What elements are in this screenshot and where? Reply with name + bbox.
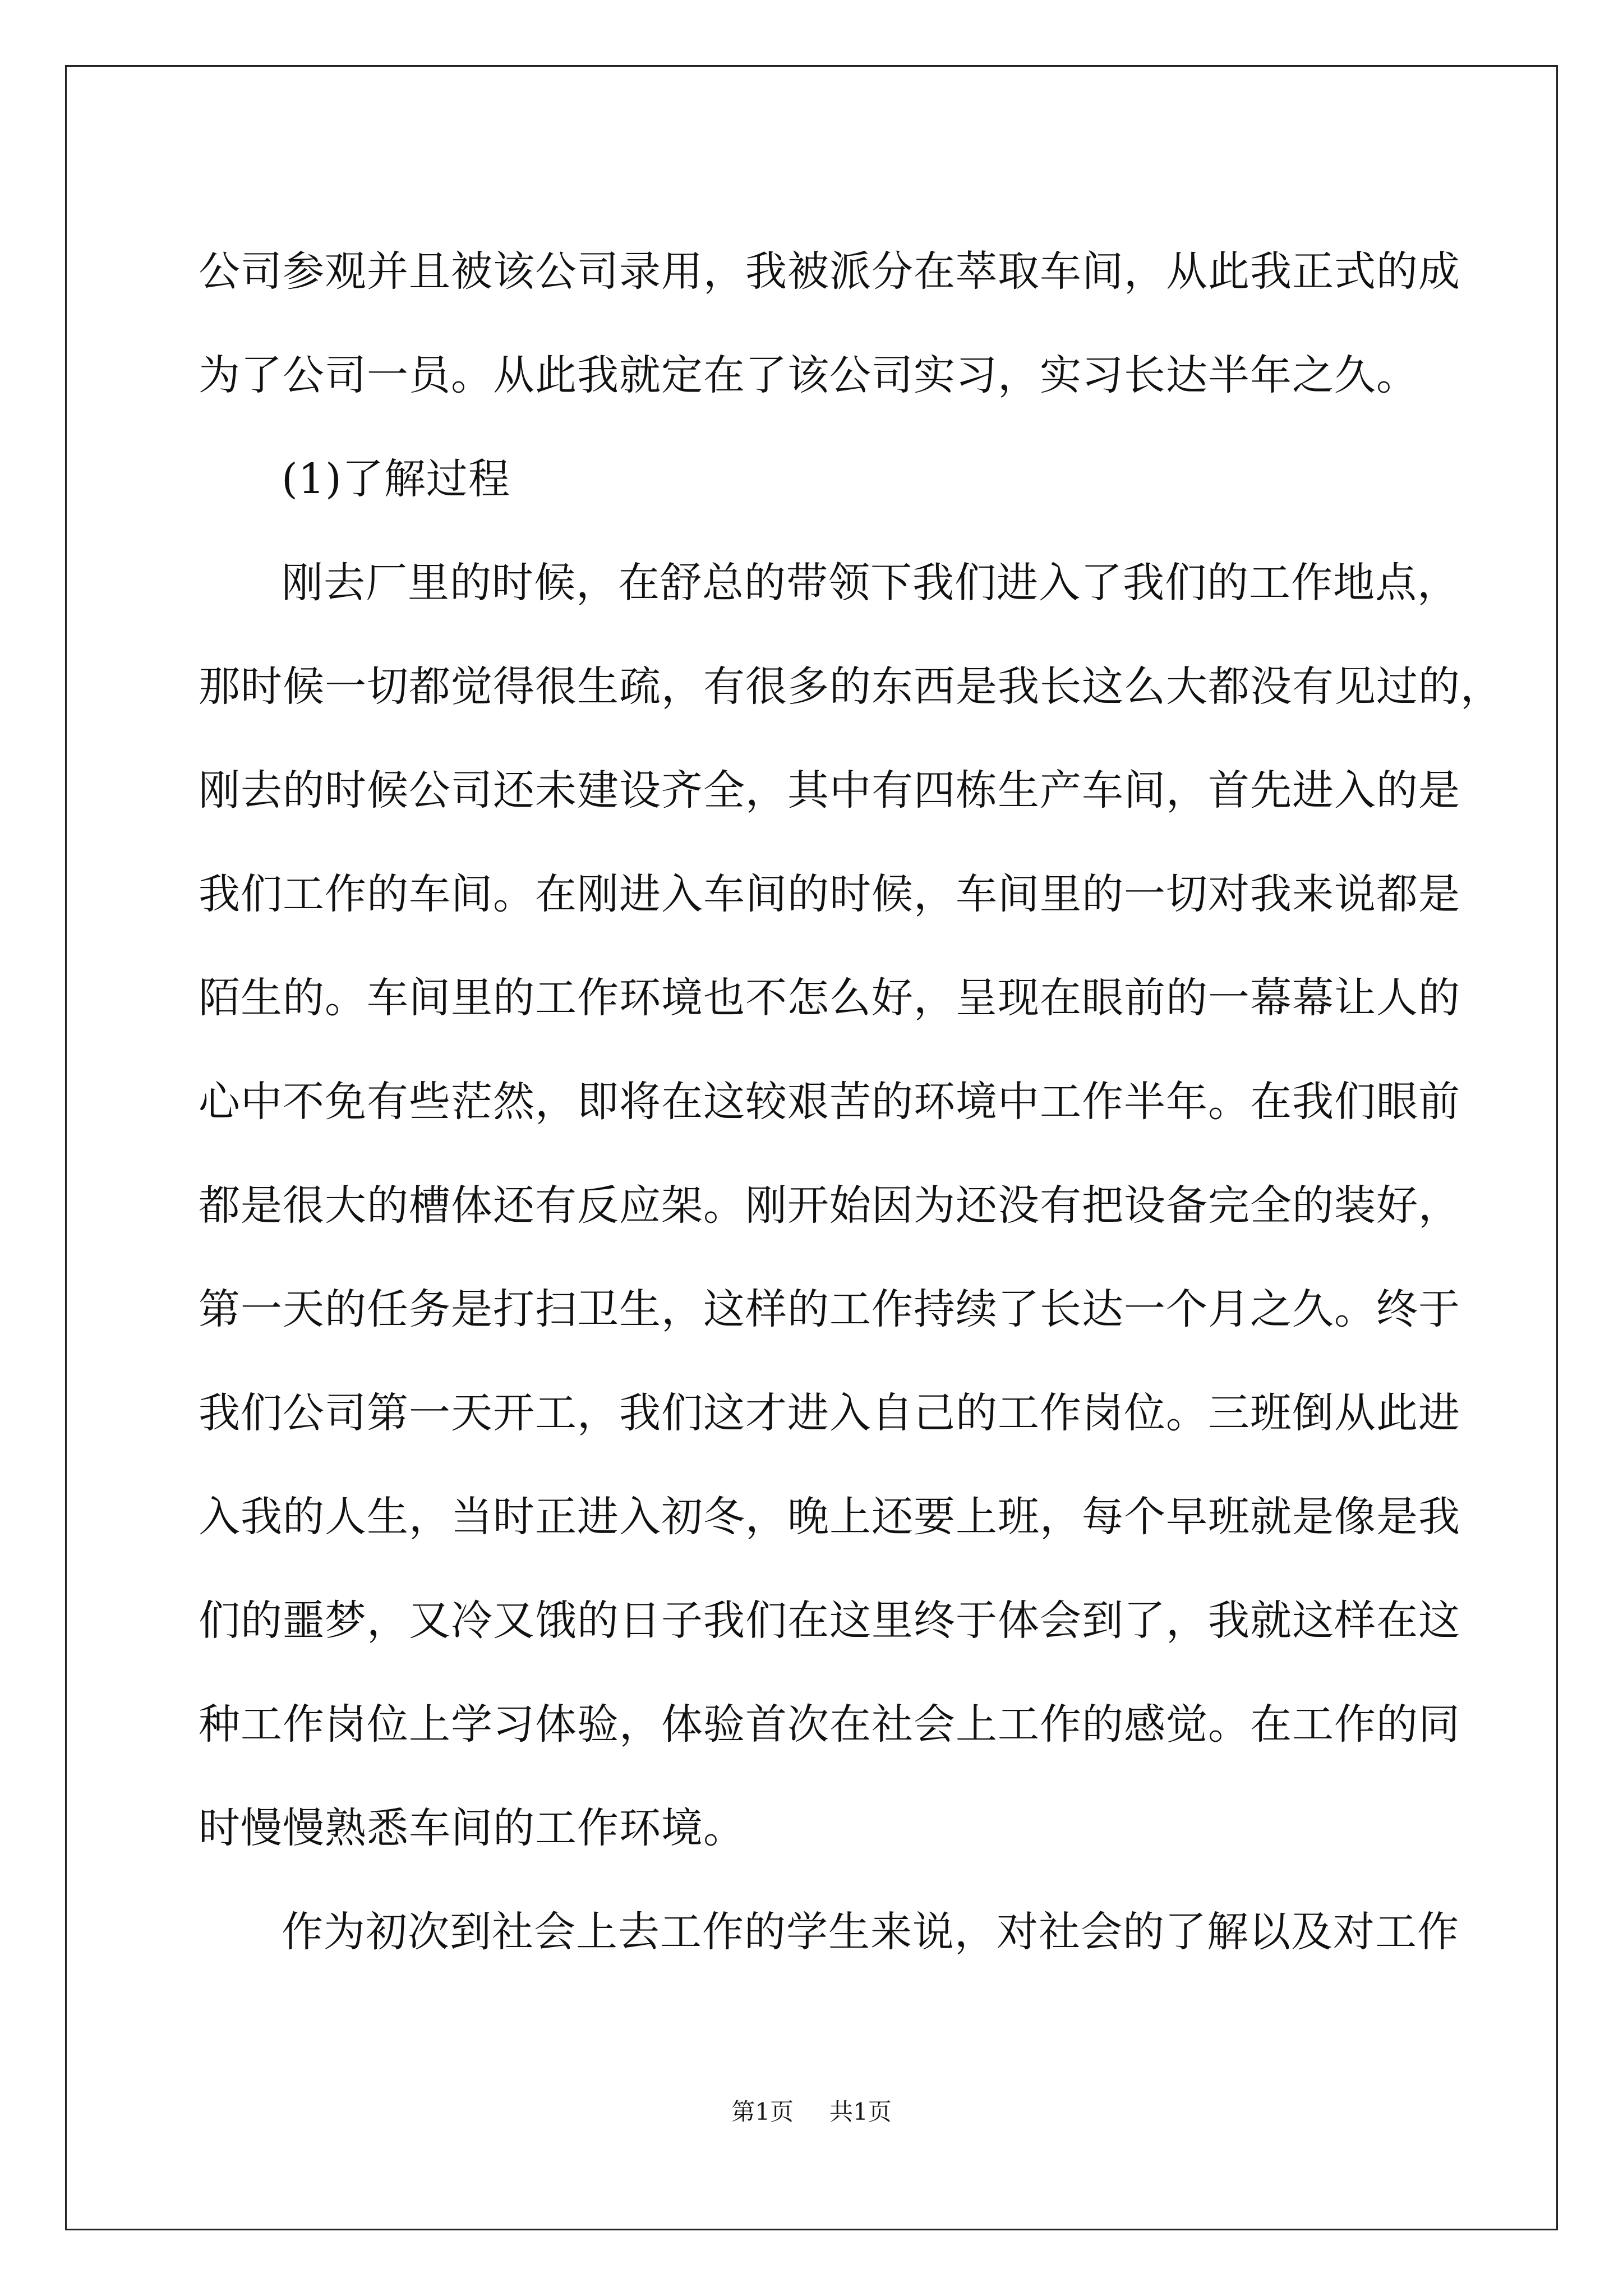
section-heading: (1)了解过程	[282, 455, 510, 503]
text-line: 作为初次到社会上去工作的学生来说，对社会的了解以及对工作	[282, 1908, 1459, 1956]
text-line: 刚去厂里的时候，在舒总的带领下我们进入了我们的工作地点，	[282, 559, 1459, 607]
text-line: 第一天的任务是打扫卫生，这样的工作持续了长达一个月之久。终于	[199, 1285, 1460, 1333]
page-total: 共1页	[829, 2098, 892, 2125]
text-line: 时慢慢熟悉车间的工作环境。	[199, 1804, 745, 1852]
text-line: 那时候一切都觉得很生疏，有很多的东西是我长这么大都没有见过的，	[199, 662, 1502, 711]
text-line: 入我的人生，当时正进入初冬，晚上还要上班，每个早班就是像是我	[199, 1493, 1460, 1541]
text-line: 陌生的。车间里的工作环境也不怎么好，呈现在眼前的一幕幕让人的	[199, 974, 1460, 1022]
page-footer	[0, 2095, 1623, 2129]
text-line: 种工作岗位上学习体验，体验首次在社会上工作的感觉。在工作的同	[199, 1700, 1460, 1749]
text-line: 们的噩梦，又冷又饿的日子我们在这里终于体会到了，我就这样在这	[199, 1596, 1460, 1645]
page-number: 第1页	[731, 2098, 794, 2125]
text-line: 刚去的时候公司还未建设齐全，其中有四栋生产车间，首先进入的是	[199, 766, 1460, 815]
text-line: 我们工作的车间。在刚进入车间的时候，车间里的一切对我来说都是	[199, 870, 1460, 918]
text-line: 心中不免有些茫然，即将在这较艰苦的环境中工作半年。在我们眼前	[199, 1078, 1460, 1126]
text-line: 都是很大的槽体还有反应架。刚开始因为还没有把设备完全的装好，	[199, 1181, 1460, 1230]
document-body	[199, 220, 1502, 1984]
text-line: 为了公司一员。从此我就定在了该公司实习，实习长达半年之久。	[199, 351, 1418, 399]
text-line: 我们公司第一天开工，我们这才进入自己的工作岗位。三班倒从此进	[199, 1389, 1460, 1437]
text-line: 公司参观并且被该公司录用，我被派分在萃取车间，从此我正式的成	[199, 247, 1460, 296]
